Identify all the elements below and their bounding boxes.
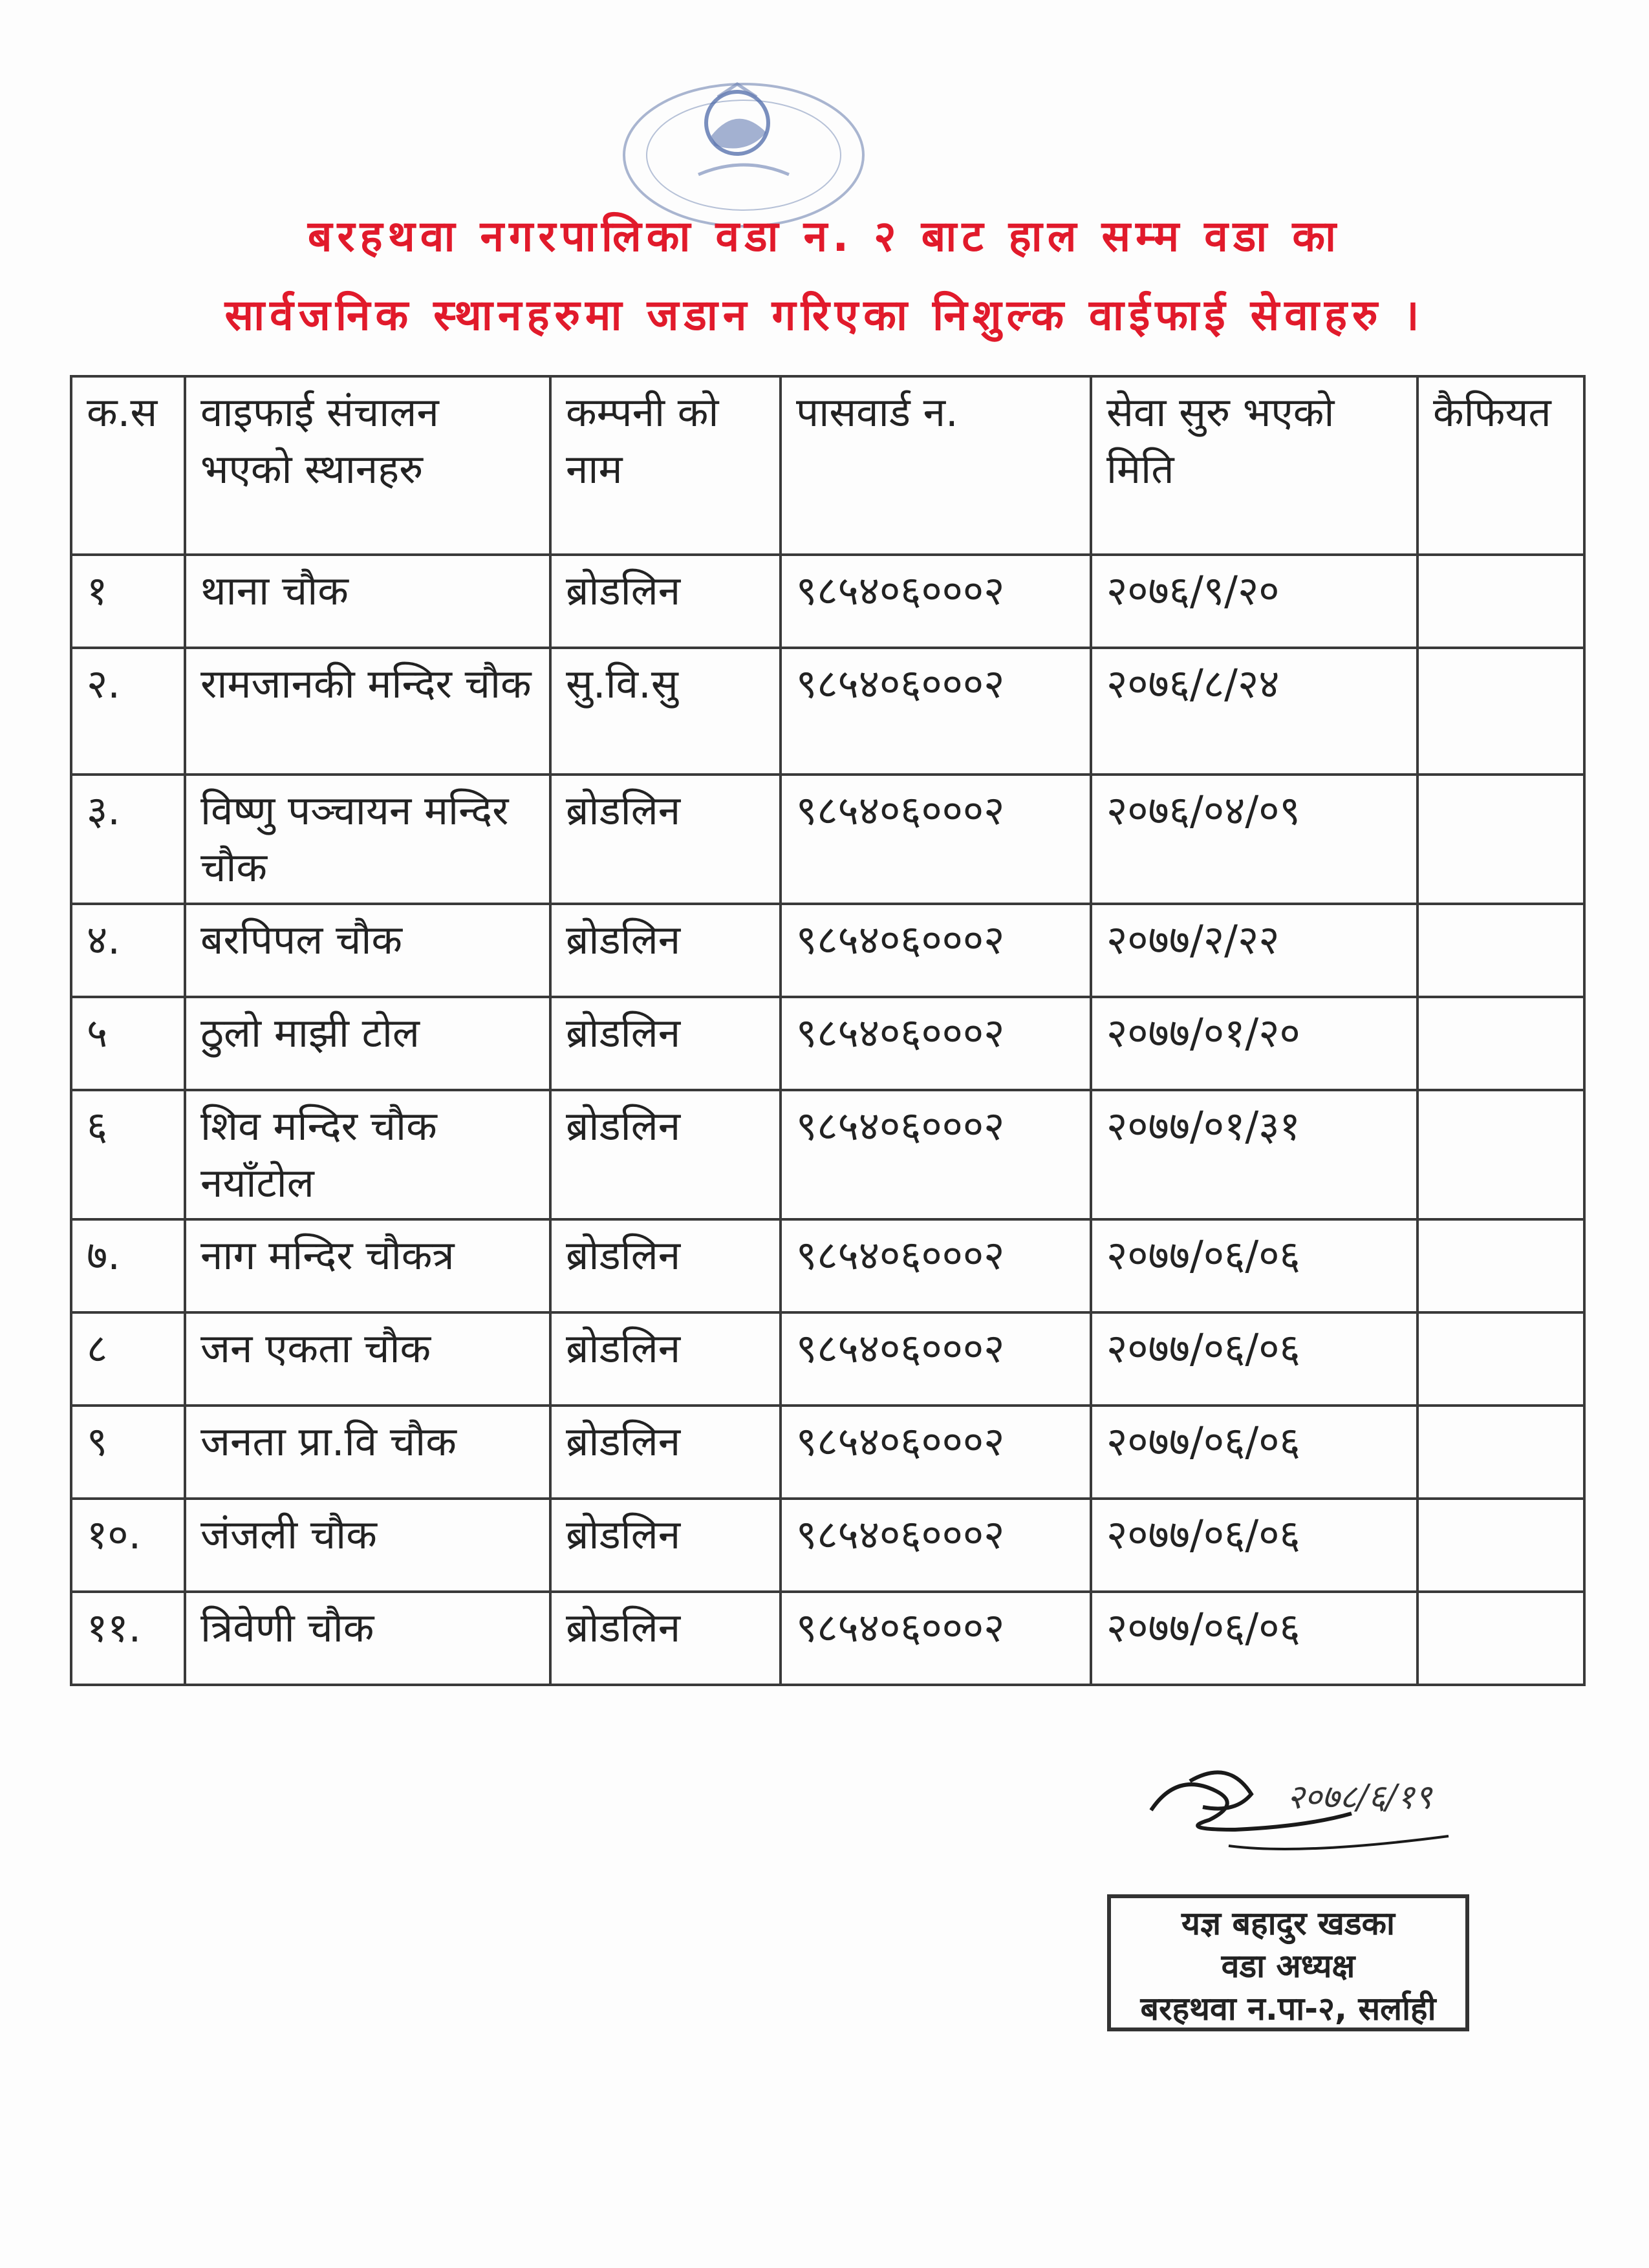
password-cell: ९८५४०६०००२ [781, 997, 1091, 1090]
remarks-cell [1417, 775, 1584, 904]
table-row [71, 904, 1584, 997]
date-cell: २०७७/०१/२० [1091, 997, 1417, 1090]
table-header-row [71, 376, 1584, 555]
date-cell: २०७६/८/२४ [1091, 648, 1417, 775]
password-cell: ९८५४०६०००२ [781, 775, 1091, 904]
official-stamp [1107, 1894, 1469, 2031]
table-row [71, 1592, 1584, 1685]
location-cell: विष्णु पञ्चायन मन्दिर चौक [185, 775, 550, 904]
remarks-cell [1417, 1592, 1584, 1685]
document-title-line-2: सार्वजनिक स्थानहरुमा जडान गरिएका निशुल्क वाईफाई सेवाहरु । [224, 290, 1425, 340]
password-cell: ९८५४०६०००२ [781, 1499, 1091, 1592]
table-row [71, 648, 1584, 775]
password-cell: ९८५४०६०००२ [781, 648, 1091, 775]
password-cell: ९८५४०६०००२ [781, 555, 1091, 648]
serial-cell: १ [71, 555, 185, 648]
remarks-cell [1417, 997, 1584, 1090]
remarks-cell [1417, 904, 1584, 997]
serial-cell: २. [71, 648, 185, 775]
company-cell: ब्रोडलिन [550, 775, 781, 904]
location-cell: बरपिपल चौक [185, 904, 550, 997]
location-cell: त्रिवेणी चौक [185, 1592, 550, 1685]
remarks-cell [1417, 1499, 1584, 1592]
remarks-cell [1417, 1219, 1584, 1312]
serial-cell: ११. [71, 1592, 185, 1685]
serial-cell: ७. [71, 1219, 185, 1312]
serial-cell: ६ [71, 1090, 185, 1219]
company-cell: ब्रोडलिन [550, 555, 781, 648]
serial-cell: ४. [71, 904, 185, 997]
remarks-cell [1417, 1406, 1584, 1499]
date-cell: २०७६/०४/०९ [1091, 775, 1417, 904]
table-row [71, 555, 1584, 648]
company-cell: ब्रोडलिन [550, 1592, 781, 1685]
serial-cell: १०. [71, 1499, 185, 1592]
password-cell: ९८५४०६०००२ [781, 904, 1091, 997]
official-position: वडा अध्यक्ष [1221, 1947, 1355, 1985]
location-cell: जन एकता चौक [185, 1312, 550, 1406]
date-cell: २०७७/२/२२ [1091, 904, 1417, 997]
serial-cell: ९ [71, 1406, 185, 1499]
location-cell: नाग मन्दिर चौकत्र [185, 1219, 550, 1312]
serial-cell: ३. [71, 775, 185, 904]
location-cell: ठुलो माझी टोल [185, 997, 550, 1090]
location-cell: जनता प्रा.वि चौक [185, 1406, 550, 1499]
company-cell: ब्रोडलिन [550, 1499, 781, 1592]
signature-date: २०७८/६/१९ [1287, 1778, 1432, 1817]
table-row [71, 997, 1584, 1090]
company-cell: ब्रोडलिन [550, 1406, 781, 1499]
official-name: यज्ञ बहादुर खडका [1181, 1905, 1395, 1942]
remarks-cell [1417, 1090, 1584, 1219]
company-cell: ब्रोडलिन [550, 904, 781, 997]
col-header-password: पासवार्ड न. [781, 376, 1091, 555]
location-cell: थाना चौक [185, 555, 550, 648]
company-cell: सु.वि.सु [550, 648, 781, 775]
location-cell: शिव मन्दिर चौक नयाँटोल [185, 1090, 550, 1219]
official-office: बरहथवा न.पा-२, सर्लाही [1140, 1990, 1436, 2027]
date-cell: २०७७/०६/०६ [1091, 1406, 1417, 1499]
serial-cell: ५ [71, 997, 185, 1090]
date-cell: २०७६/९/२० [1091, 555, 1417, 648]
company-cell: ब्रोडलिन [550, 1312, 781, 1406]
password-cell: ९८५४०६०००२ [781, 1406, 1091, 1499]
password-cell: ९८५४०६०००२ [781, 1592, 1091, 1685]
remarks-cell [1417, 1312, 1584, 1406]
table-row [71, 1499, 1584, 1592]
location-cell: जंजली चौक [185, 1499, 550, 1592]
wifi-locations-table [70, 375, 1586, 1686]
company-cell: ब्रोडलिन [550, 997, 781, 1090]
location-cell: रामजानकी मन्दिर चौक [185, 648, 550, 775]
col-header-location: वाइफाई संचालन भएको स्थानहरु [185, 376, 550, 555]
document-title-line-1: बरहथवा नगरपालिका वडा न. २ बाट हाल सम्म वडा का [307, 211, 1342, 261]
password-cell: ९८५४०६०००२ [781, 1090, 1091, 1219]
remarks-cell [1417, 648, 1584, 775]
date-cell: २०७७/०६/०६ [1091, 1592, 1417, 1685]
col-header-remarks: कैफियत [1417, 376, 1584, 555]
remarks-cell [1417, 555, 1584, 648]
date-cell: २०७७/०६/०६ [1091, 1219, 1417, 1312]
table-row [71, 1219, 1584, 1312]
col-header-company: कम्पनी को नाम [550, 376, 781, 555]
date-cell: २०७७/०६/०६ [1091, 1312, 1417, 1406]
table-row [71, 1406, 1584, 1499]
col-header-start-date: सेवा सुरु भएको मिति [1091, 376, 1417, 555]
table-row [71, 1090, 1584, 1219]
table-row [71, 775, 1584, 904]
serial-cell: ८ [71, 1312, 185, 1406]
date-cell: २०७७/०१/३१ [1091, 1090, 1417, 1219]
password-cell: ९८५४०६०००२ [781, 1219, 1091, 1312]
date-cell: २०७७/०६/०६ [1091, 1499, 1417, 1592]
company-cell: ब्रोडलिन [550, 1219, 781, 1312]
company-cell: ब्रोडलिन [550, 1090, 781, 1219]
col-header-serial: क.स [71, 376, 185, 555]
table-row [71, 1312, 1584, 1406]
password-cell: ९८५४०६०००२ [781, 1312, 1091, 1406]
